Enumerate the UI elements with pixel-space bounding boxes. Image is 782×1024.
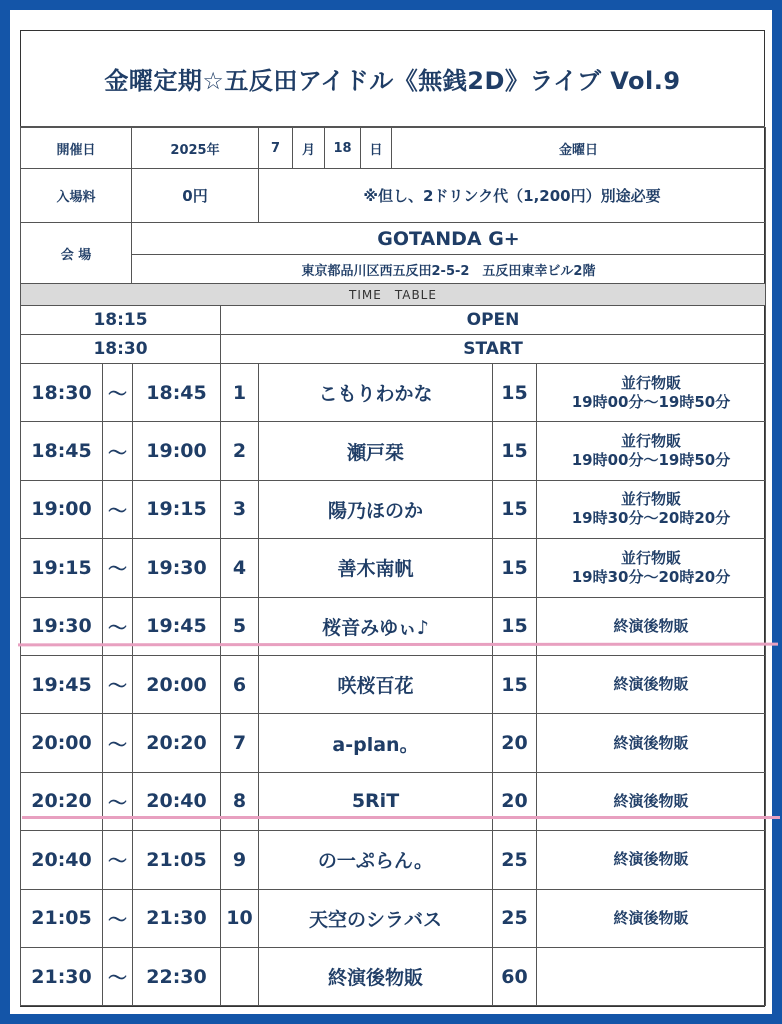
performer-name: 桜音みゆぃ♪ [259, 597, 493, 655]
slot-minutes: 15 [493, 422, 537, 480]
slot-minutes: 20 [493, 714, 537, 772]
slot-number [221, 947, 259, 1005]
slot-minutes: 15 [493, 655, 537, 713]
date-day: 18 [325, 128, 361, 169]
slot-number: 4 [221, 539, 259, 597]
slot-number: 1 [221, 364, 259, 422]
tilde: ～ [103, 539, 133, 597]
slot-start: 18:45 [21, 422, 103, 480]
slot-number: 9 [221, 831, 259, 889]
slot-end: 22:30 [133, 947, 221, 1005]
venue-row [21, 223, 766, 255]
merch-type: 終演後物販 [613, 791, 689, 810]
merch-info [537, 947, 766, 1005]
performer-name: 瀬戸栞 [259, 422, 493, 480]
slot-number: 3 [221, 480, 259, 538]
merch-info [537, 364, 766, 422]
merch-type: 並行物販 [621, 373, 682, 392]
merch-info [537, 714, 766, 772]
performer-name: 終演後物販 [259, 947, 493, 1005]
table-row [21, 831, 766, 889]
slot-start: 20:40 [21, 831, 103, 889]
table-row [21, 655, 766, 713]
start-row [21, 335, 766, 364]
date-year: 2025年 [132, 128, 259, 169]
timetable [20, 305, 766, 1006]
tilde: ～ [103, 597, 133, 655]
slot-start: 19:30 [21, 597, 103, 655]
slot-end: 21:05 [133, 831, 221, 889]
fee-note: ※但し、2ドリンク代（1,200円）別途必要 [259, 169, 766, 223]
slot-number: 8 [221, 772, 259, 830]
event-info-table [20, 127, 766, 306]
merch-type: 並行物販 [621, 548, 682, 567]
slot-end: 20:40 [133, 772, 221, 830]
slot-end: 20:20 [133, 714, 221, 772]
slot-minutes: 15 [493, 480, 537, 538]
slot-end: 19:15 [133, 480, 221, 538]
slot-number: 2 [221, 422, 259, 480]
slot-start: 20:20 [21, 772, 103, 830]
merch-info [537, 480, 766, 538]
merch-type: 終演後物販 [613, 616, 689, 635]
fee-row [21, 169, 766, 223]
merch-info [537, 422, 766, 480]
merch-info [537, 889, 766, 947]
table-row [21, 889, 766, 947]
tilde: ～ [103, 655, 133, 713]
tilde: ～ [103, 889, 133, 947]
date-month-unit: 月 [293, 128, 325, 169]
table-row [21, 422, 766, 480]
slot-start: 19:15 [21, 539, 103, 597]
performer-name: こもりわかな [259, 364, 493, 422]
slot-start: 21:30 [21, 947, 103, 1005]
merch-time: 19時00分～19時50分 [571, 392, 731, 411]
date-month: 7 [259, 128, 293, 169]
tilde: ～ [103, 422, 133, 480]
highlight-line-lower [22, 816, 780, 819]
performer-name: 5RiT [259, 772, 493, 830]
merch-info [537, 539, 766, 597]
date-row [21, 128, 766, 169]
slot-minutes: 25 [493, 831, 537, 889]
date-weekday: 金曜日 [392, 128, 766, 169]
open-label: OPEN [221, 306, 766, 335]
start-time: 18:30 [21, 335, 221, 364]
slot-minutes: 60 [493, 947, 537, 1005]
slot-number: 7 [221, 714, 259, 772]
merch-time: 19時00分～19時50分 [571, 451, 731, 470]
slot-end: 19:00 [133, 422, 221, 480]
slot-start: 20:00 [21, 714, 103, 772]
slot-number: 10 [221, 889, 259, 947]
slot-end: 21:30 [133, 889, 221, 947]
date-day-unit: 日 [361, 128, 392, 169]
tilde: ～ [103, 480, 133, 538]
tilde: ～ [103, 831, 133, 889]
venue-address-row [21, 255, 766, 284]
merch-info [537, 831, 766, 889]
table-row [21, 539, 766, 597]
fee-label: 入場料 [21, 169, 132, 223]
venue-label: 会 場 [21, 223, 132, 284]
merch-type: 並行物販 [621, 432, 682, 451]
merch-type: 終演後物販 [613, 675, 689, 694]
slot-minutes: 15 [493, 539, 537, 597]
slot-number: 5 [221, 597, 259, 655]
timetable-header-row [21, 284, 766, 306]
event-title: 金曜定期☆五反田アイドル《無銭2D》ライブ Vol.9 [20, 30, 765, 127]
performer-name: 天空のシラバス [259, 889, 493, 947]
open-time: 18:15 [21, 306, 221, 335]
performer-name: 咲桜百花 [259, 655, 493, 713]
merch-info [537, 772, 766, 830]
performer-name: 陽乃ほのか [259, 480, 493, 538]
table-row [21, 364, 766, 422]
date-label: 開催日 [21, 128, 132, 169]
merch-info [537, 597, 766, 655]
slot-start: 19:00 [21, 480, 103, 538]
merch-time: 19時30分～20時20分 [571, 509, 731, 528]
slot-start: 18:30 [21, 364, 103, 422]
performer-name: 善木南帆 [259, 539, 493, 597]
venue-name: GOTANDA G+ [132, 223, 766, 255]
merch-type: 終演後物販 [613, 908, 689, 927]
start-label: START [221, 335, 766, 364]
table-row [21, 947, 766, 1005]
performer-name: の一ぷらん。 [259, 831, 493, 889]
merch-time: 19時30分～20時20分 [571, 567, 731, 586]
slot-minutes: 15 [493, 364, 537, 422]
fee-value: 0円 [132, 169, 259, 223]
slot-start: 21:05 [21, 889, 103, 947]
merch-type: 終演後物販 [613, 850, 689, 869]
tilde: ～ [103, 947, 133, 1005]
slot-number: 6 [221, 655, 259, 713]
merch-type: 並行物販 [621, 490, 682, 509]
merch-info [537, 655, 766, 713]
tilde: ～ [103, 714, 133, 772]
slot-end: 19:30 [133, 539, 221, 597]
open-row [21, 306, 766, 335]
timetable-header: TIME TABLE [21, 284, 766, 306]
slot-minutes: 15 [493, 597, 537, 655]
table-row [21, 597, 766, 655]
table-row [21, 714, 766, 772]
slot-end: 18:45 [133, 364, 221, 422]
table-row [21, 772, 766, 830]
tilde: ～ [103, 364, 133, 422]
slot-minutes: 20 [493, 772, 537, 830]
performer-name: a-plan。 [259, 714, 493, 772]
slot-minutes: 25 [493, 889, 537, 947]
venue-address: 東京都品川区西五反田2-5-2 五反田東幸ビル2階 [132, 255, 766, 284]
slot-end: 20:00 [133, 655, 221, 713]
slot-start: 19:45 [21, 655, 103, 713]
merch-type: 終演後物販 [613, 733, 689, 752]
slot-end: 19:45 [133, 597, 221, 655]
table-row [21, 480, 766, 538]
tilde: ～ [103, 772, 133, 830]
